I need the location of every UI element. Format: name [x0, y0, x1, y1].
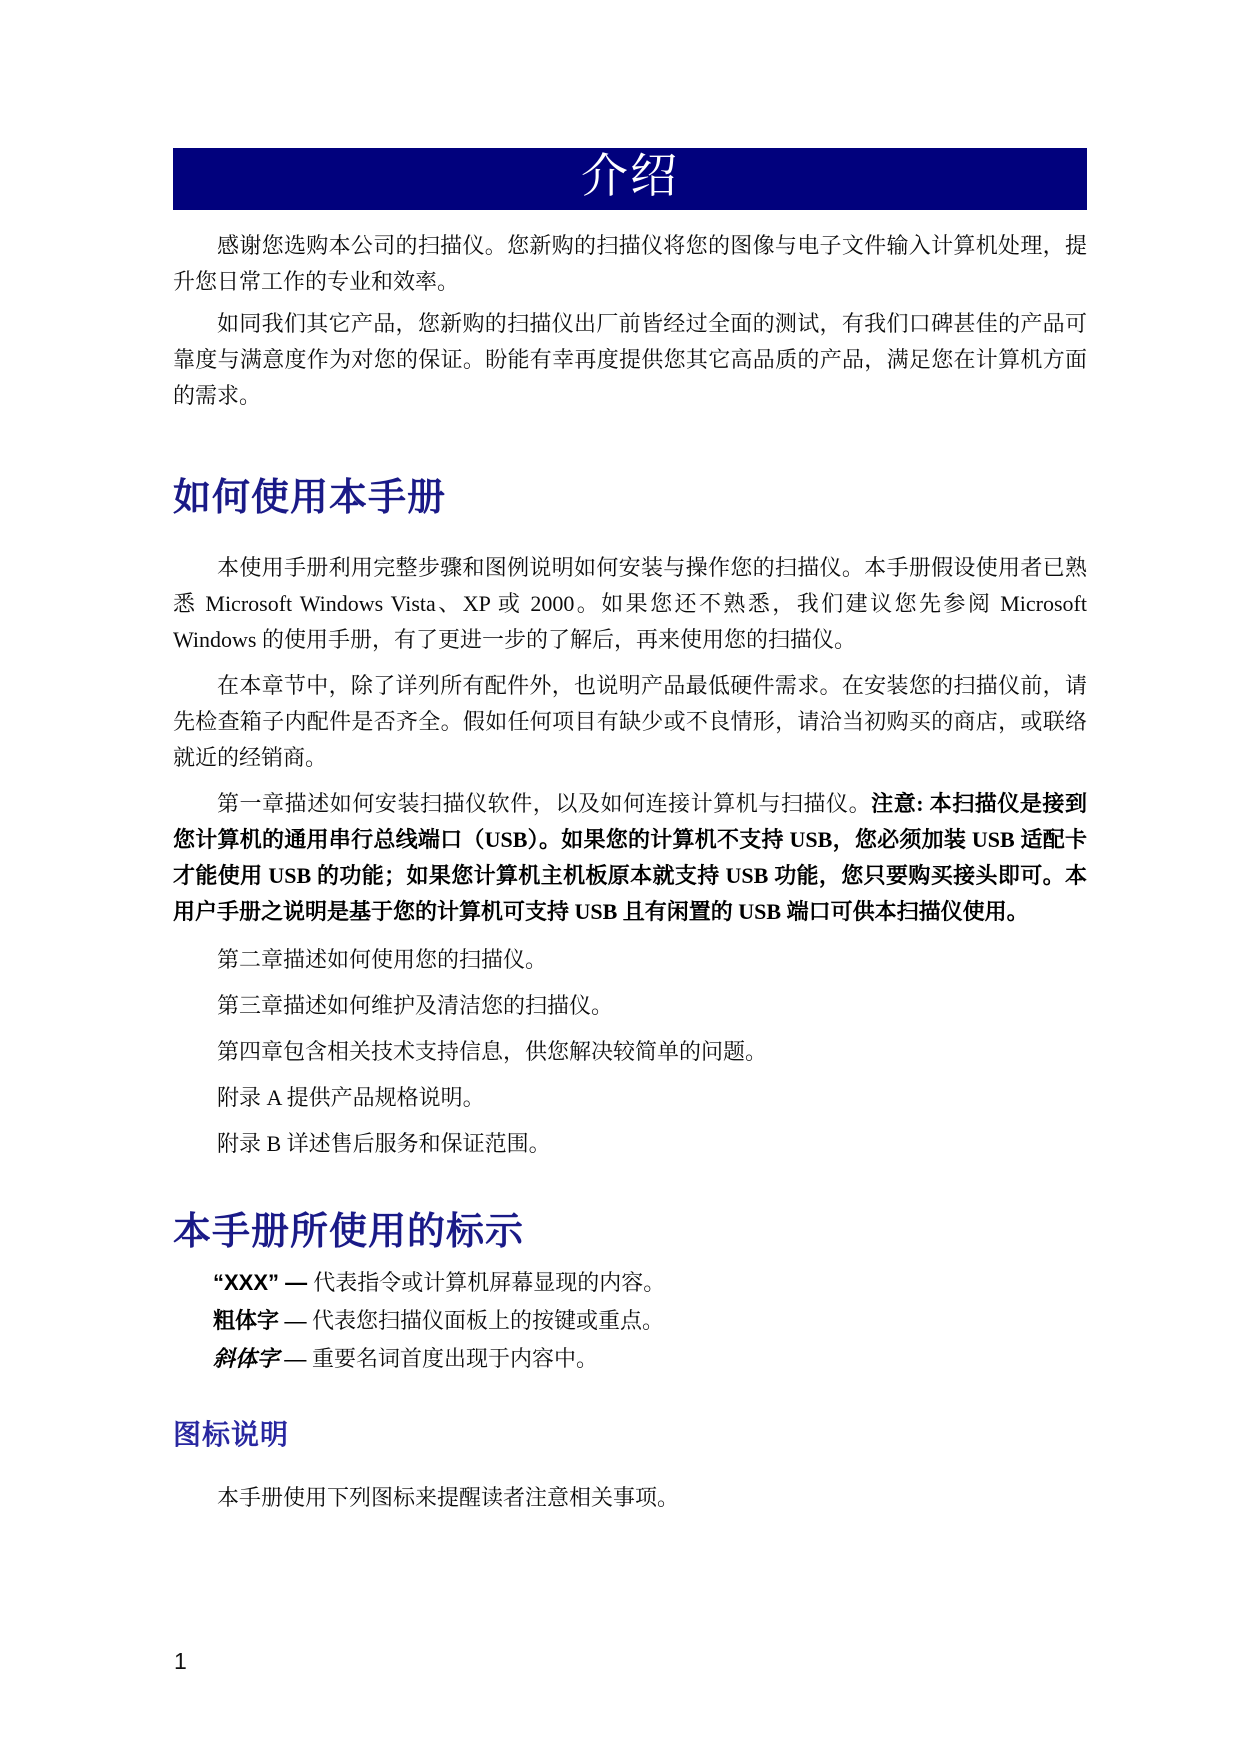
page-number: 1	[174, 1648, 187, 1674]
convention-term-bold: 粗体字 —	[213, 1308, 313, 1333]
section-heading-conventions: 本手册所使用的标示	[173, 1211, 525, 1253]
intro-paragraph-2: 如同我们其它产品，您新购的扫描仪出厂前皆经过全面的测试，有我们口碑甚佳的产品可靠度与满意度作为对您的保证。盼能有幸再度提供您其它高品质的产品，满足您在计算机方面的需求。	[173, 311, 1087, 408]
chapter-one-note-normal: 第一章描述如何安装扫描仪软件，以及如何连接计算机与扫描仪。	[217, 791, 872, 816]
convention-term-italic: 斜体字 —	[213, 1346, 313, 1371]
appendix-b-line: 附录 B 详述售后服务和保证范围。	[217, 1131, 551, 1156]
chapter-three-line: 第三章描述如何维护及清洁您的扫描仪。	[217, 993, 614, 1018]
icons-intro-paragraph: 本手册使用下列图标来提醒读者注意相关事项。	[217, 1485, 680, 1510]
chapter-banner	[173, 148, 1087, 210]
chapter-two-line: 第二章描述如何使用您的扫描仪。	[217, 947, 548, 972]
chapter-one-note-paragraph	[173, 786, 1087, 930]
convention-desc-xxx: 代表指令或计算机屏幕显现的内容。	[313, 1270, 666, 1295]
intro-paragraph-1: 感谢您选购本公司的扫描仪。您新购的扫描仪将您的图像与电子文件输入计算机处理，提升您日常工作的专业和效率。	[173, 233, 1087, 294]
how-to-use-paragraph-2: 在本章节中，除了详列所有配件外，也说明产品最低硬件需求。在安装您的扫描仪前，请先检查箱子内配件是否齐全。假如任何项目有缺少或不良情形，请洽当初购买的商店，或联络就近的经销商。	[173, 673, 1087, 770]
convention-desc-bold: 代表您扫描仪面板上的按键或重点。	[312, 1308, 665, 1333]
conventions-list	[173, 1264, 1087, 1378]
convention-quoted-text	[173, 1264, 1087, 1302]
convention-term-xxx: “XXX” —	[213, 1270, 314, 1295]
appendix-a-line: 附录 A 提供产品规格说明。	[217, 1085, 485, 1110]
chapter-four-line: 第四章包含相关技术支持信息，供您解决较简单的问题。	[217, 1039, 768, 1064]
convention-italic-text	[173, 1340, 1087, 1378]
chapter-title: 介绍	[581, 150, 679, 203]
chapter-summary-list	[173, 942, 1087, 1162]
convention-desc-italic: 重要名词首度出现于内容中。	[312, 1346, 599, 1371]
usb-note-bold: 注意: 本扫描仪是接到您计算机的通用串行总线端口（USB）。如果您的计算机不支持 USB，您必须加装 USB 适配卡才能使用 USB 的功能；如果您计算机主机板原本就支持 USB 功能，您只要购买接头即可。本用户手册之说明是基于您的计算机可支持 USB 且有闲置的 USB 端口可供本扫描仪使用。	[173, 791, 1087, 924]
subsection-heading-icons: 图标说明	[173, 1420, 290, 1451]
how-to-use-paragraph-1: 本使用手册利用完整步骤和图例说明如何安装与操作您的扫描仪。本手册假设使用者已熟悉 Microsoft Windows Vista、XP 或 2000。如果您还不熟悉，我们建议您先参阅 Microsoft Windows 的使用手册，有了更进一步的了解后，再来使用您的扫描仪。	[173, 555, 1087, 652]
section-heading-how-to-use: 如何使用本手册	[173, 477, 447, 519]
convention-bold-text	[173, 1302, 1087, 1340]
